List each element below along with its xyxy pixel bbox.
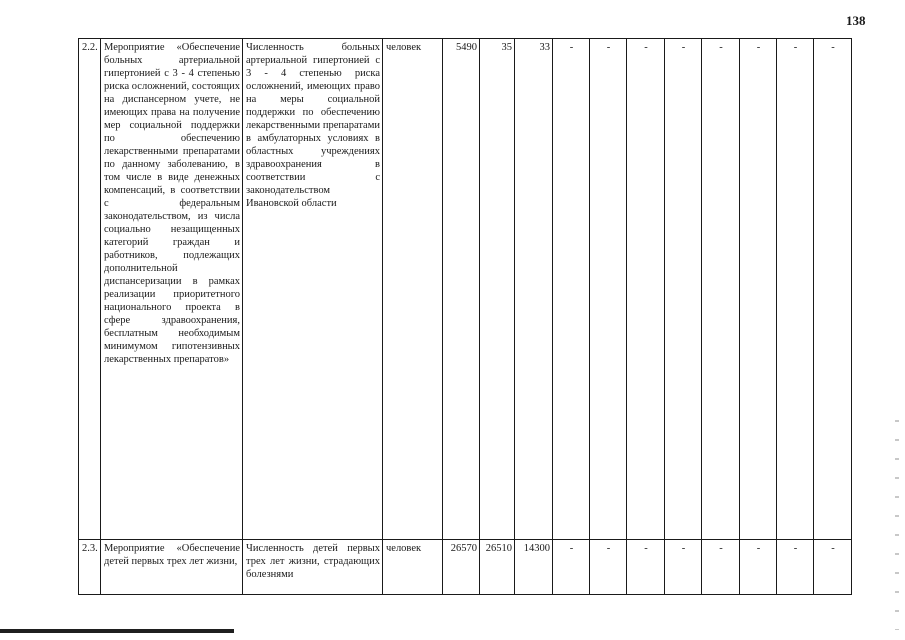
value-cell-empty: - bbox=[665, 540, 702, 595]
value-cell-empty: - bbox=[740, 540, 777, 595]
value-cell-empty: - bbox=[627, 540, 665, 595]
value-cell-empty: - bbox=[814, 39, 852, 540]
scan-margin-specks bbox=[895, 420, 899, 630]
value-cell: 14300 bbox=[515, 540, 553, 595]
indicator-description: Численность детей первых трех лет жизни, страдающих болезнями bbox=[243, 540, 383, 595]
page-number: 138 bbox=[846, 13, 866, 28]
scan-edge-bar bbox=[0, 629, 234, 633]
value-cell: 26510 bbox=[480, 540, 515, 595]
value-cell-empty: - bbox=[627, 39, 665, 540]
value-cell-empty: - bbox=[777, 39, 814, 540]
value-cell-empty: - bbox=[590, 540, 627, 595]
value-cell-empty: - bbox=[777, 540, 814, 595]
event-description: Мероприятие «Обеспечение детей первых трех лет жизни, bbox=[101, 540, 243, 595]
value-cell-empty: - bbox=[740, 39, 777, 540]
indicator-description: Численность больных артериальной гипертонией с 3 - 4 степенью риска осложнений, имеющих право на меры социальной поддержки по обеспечению лекарственными препаратами в амбулаторных условиях в областных учреждениях здравоохранения в соответствии с законодательством Ивановской области bbox=[243, 39, 383, 540]
program-indicators-table bbox=[78, 38, 852, 595]
unit-of-measure: человек bbox=[383, 540, 443, 595]
event-description: Мероприятие «Обеспечение больных артериальной гипертонией с 3 - 4 степенью риска осложнений, состоящих на диспансерном учете, не имеющих права на получение мер социальной поддержки по обеспечению лекарственными препаратами по данному заболеванию, в том числе в виде денежных компенсаций, в соответствии с федеральным законодательством, из числа социально незащищенных категорий граждан и работников, подлежащих дополнительной диспансеризации в рамках реализации приоритетного национального проекта в сфере здравоохранения, бесплатным необходимым минимумом гипотензивных лекарственных препаратов» bbox=[101, 39, 243, 540]
value-cell: 33 bbox=[515, 39, 553, 540]
unit-of-measure: человек bbox=[383, 39, 443, 540]
value-cell-empty: - bbox=[702, 39, 740, 540]
value-cell-empty: - bbox=[814, 540, 852, 595]
value-cell: 26570 bbox=[443, 540, 480, 595]
value-cell-empty: - bbox=[553, 39, 590, 540]
value-cell: 35 bbox=[480, 39, 515, 540]
row-number: 2.3. bbox=[79, 540, 101, 595]
row-number: 2.2. bbox=[79, 39, 101, 540]
table-row bbox=[79, 540, 852, 595]
value-cell-empty: - bbox=[553, 540, 590, 595]
value-cell: 5490 bbox=[443, 39, 480, 540]
value-cell-empty: - bbox=[665, 39, 702, 540]
value-cell-empty: - bbox=[702, 540, 740, 595]
value-cell-empty: - bbox=[590, 39, 627, 540]
table-row bbox=[79, 39, 852, 540]
